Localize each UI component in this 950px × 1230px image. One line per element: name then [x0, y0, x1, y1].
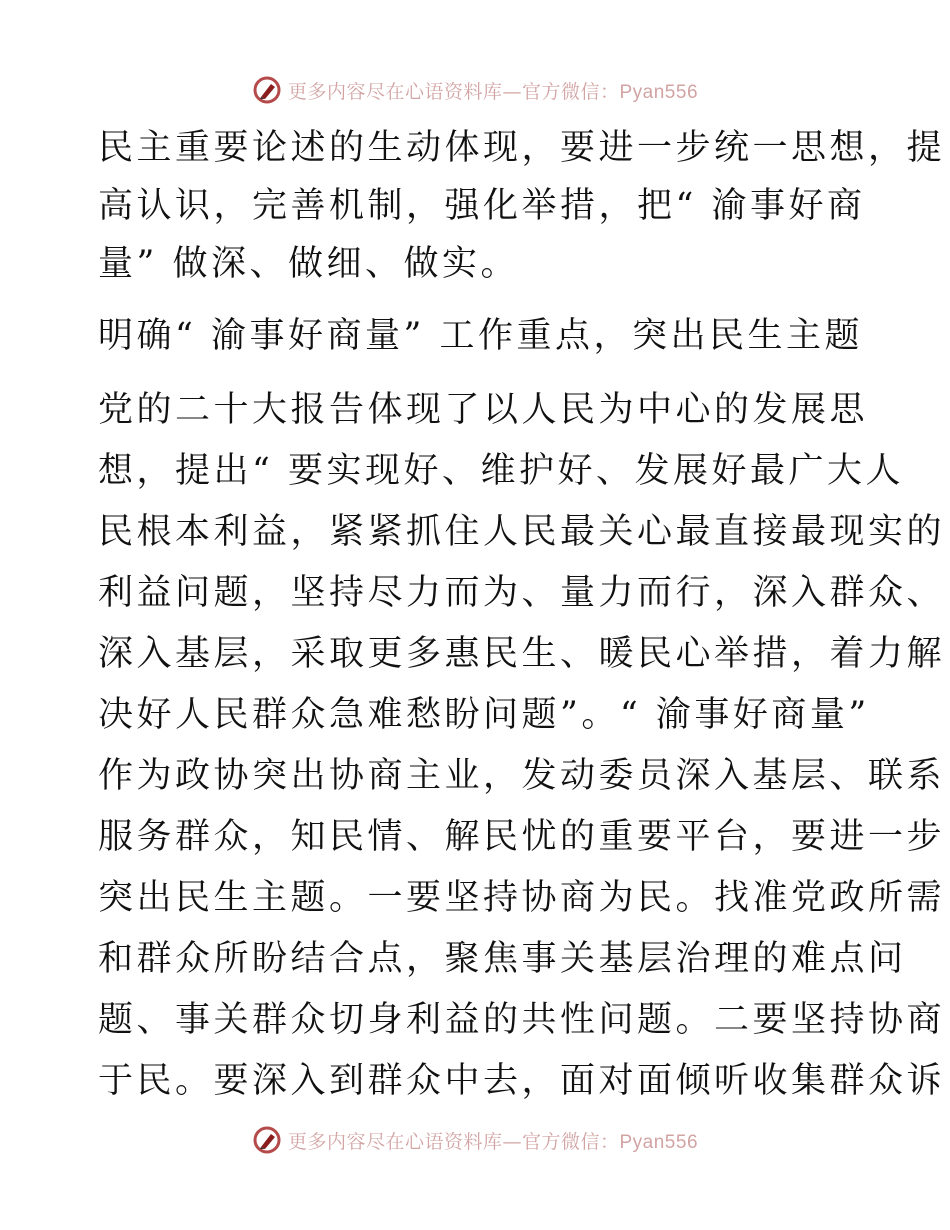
watermark-text: 更多内容尽在心语资料库—官方微信：Pyan556: [287, 80, 699, 103]
text-line: 民根本利益，紧紧抓住人民最关心最直接最现实的: [98, 512, 946, 552]
text-line: 作为政协突出协商主业，发动委员深入基层、联系: [98, 756, 946, 796]
text-line: 高认识，完善机制，强化举措，把“ 渝事好商: [98, 186, 866, 226]
header-watermark: [0, 72, 950, 108]
text-line: 服务群众，知民情、解民忧的重要平台，要进一步: [98, 817, 946, 857]
text-line: 想，提出“ 要实现好、维护好、发展好最广大人: [98, 451, 905, 491]
text-line: 深入基层，采取更多惠民生、暖民心举措，着力解: [98, 634, 946, 674]
text-line: 和群众所盼结合点，聚焦事关基层治理的难点问: [98, 939, 907, 979]
section-heading: 明确“ 渝事好商量” 工作重点，突出民生主题: [98, 316, 864, 356]
footer-watermark: [0, 1122, 950, 1158]
text-line: 决好人民群众急难愁盼问题”。“ 渝事好商量”: [98, 695, 870, 735]
watermark-text: 更多内容尽在心语资料库—官方微信：Pyan556: [287, 1130, 699, 1153]
text-line: 利益问题，坚持尽力而为、量力而行，深入群众、: [98, 573, 946, 613]
text-line: 题、事关群众切身利益的共性问题。二要坚持协商: [98, 1000, 946, 1040]
text-line: 突出民生主题。一要坚持协商为民。找准党政所需: [98, 878, 946, 918]
text-line: 党的二十大报告体现了以人民为中心的发展思: [98, 390, 869, 430]
wechat-id: Pyan556: [619, 1131, 699, 1153]
pen-circle-logo-icon: [252, 75, 282, 105]
text-line: 量” 做深、做细、做实。: [98, 244, 520, 284]
wechat-id: Pyan556: [619, 81, 699, 103]
pen-circle-logo-icon: [252, 1125, 282, 1155]
text-line: 民主重要论述的生动体现，要进一步统一思想，提: [98, 128, 946, 168]
text-line: 于民。要深入到群众中去，面对面倾听收集群众诉: [98, 1061, 946, 1101]
